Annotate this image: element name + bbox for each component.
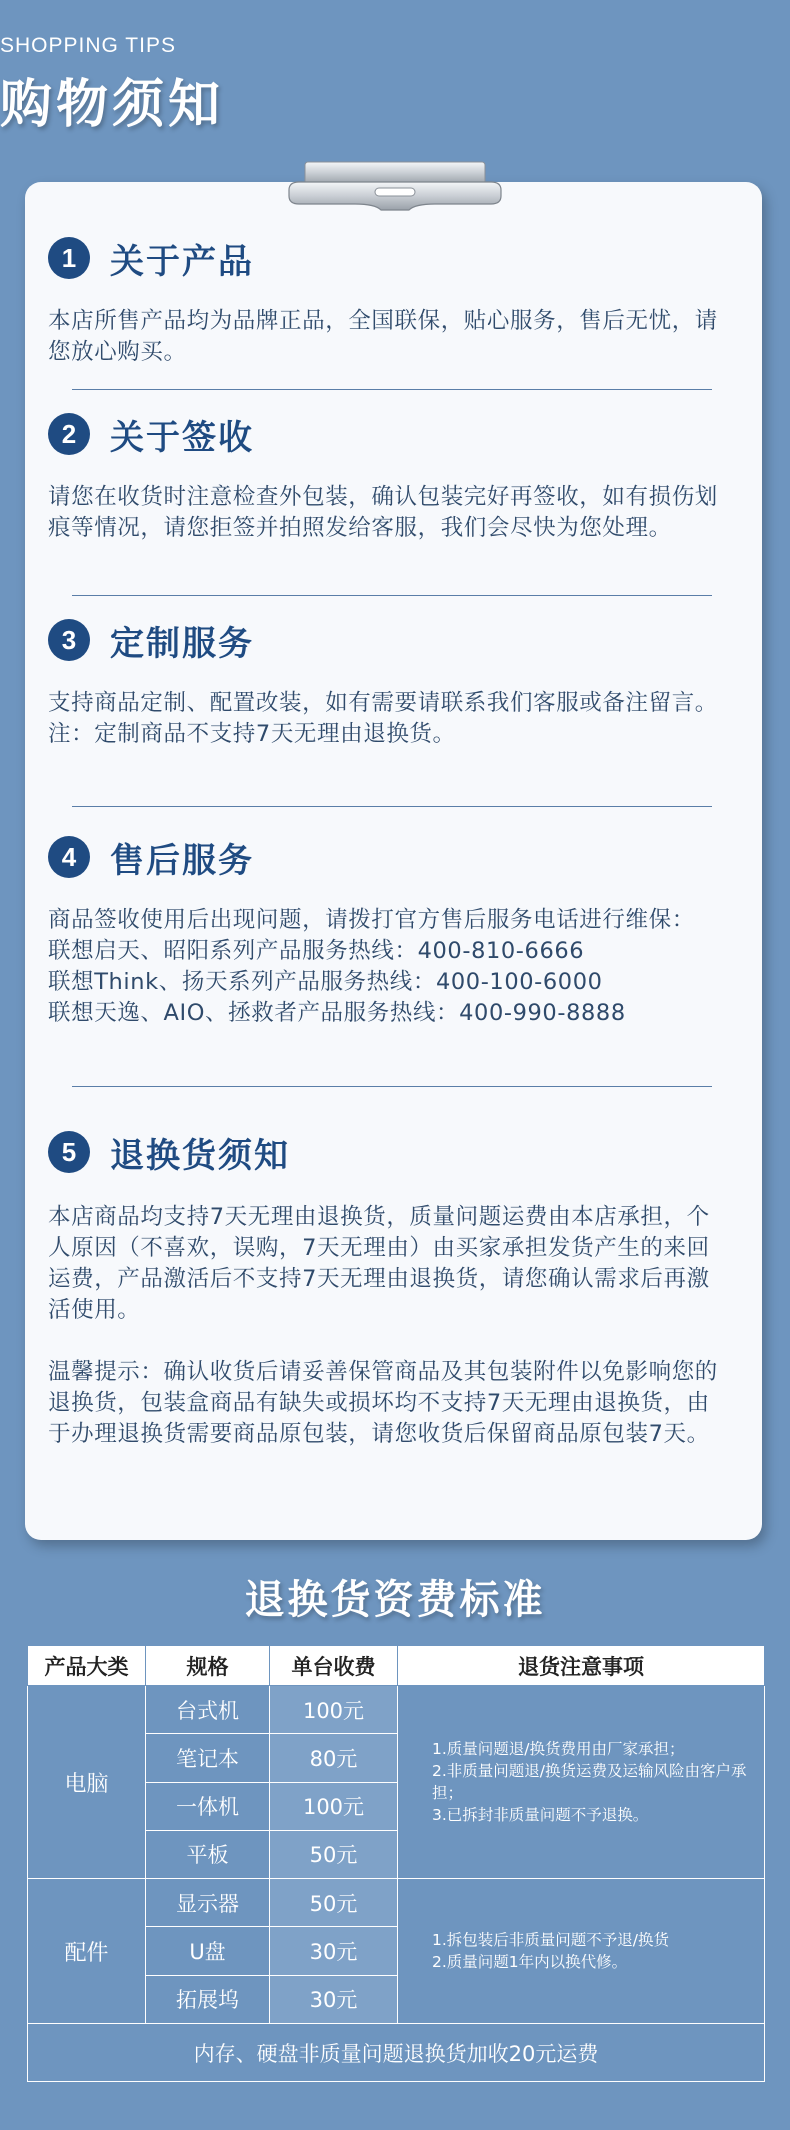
spec-cell: 平板	[146, 1830, 270, 1878]
fee-cell: 50元	[270, 1879, 398, 1927]
section-title: 定制服务	[110, 623, 254, 664]
clipboard-clip-icon	[285, 160, 505, 212]
fee-cell: 50元	[270, 1830, 398, 1878]
fee-table	[27, 1645, 765, 2082]
spec-cell: 笔记本	[146, 1734, 270, 1782]
section-returns	[48, 1128, 728, 1450]
section-number: 3	[48, 619, 90, 661]
fee-cell: 30元	[270, 1927, 398, 1975]
fee-cell: 30元	[270, 1975, 398, 2023]
section-title: 关于签收	[110, 417, 254, 458]
section-note: 注：定制商品不支持7天无理由退换货。	[48, 721, 456, 747]
note-line: 3.已拆封非质量问题不予退换。	[432, 1806, 649, 1825]
section-text: 商品签收使用后出现问题，请拨打官方售后服务电话进行维保：	[48, 907, 695, 933]
notes-cell	[398, 1686, 765, 1879]
hotline-text: 联想Think、扬天系列产品服务热线：400-100-6000	[48, 969, 603, 995]
table-header-row	[28, 1646, 765, 1686]
fee-title: 退换货资费标准	[244, 1577, 546, 1623]
note-line: 1.拆包装后非质量问题不予退/换货	[432, 1931, 670, 1950]
header-spec: 规格	[146, 1646, 270, 1686]
section-title: 退换货须知	[110, 1135, 290, 1176]
header-subtitle: SHOPPING TIPS	[0, 34, 176, 57]
section-text: 请您在收货时注意检查外包装，确认包装完好再签收，如有损伤划痕等情况，请您拒签并拍照发给客服，我们会尽快为您处理。	[48, 484, 718, 541]
fee-cell: 80元	[270, 1734, 398, 1782]
fee-cell: 100元	[270, 1686, 398, 1734]
footer-note: 内存、硬盘非质量问题退换货加收20元运费	[28, 2024, 765, 2082]
spec-cell: U盘	[146, 1927, 270, 1975]
header-category: 产品大类	[28, 1646, 146, 1686]
divider	[72, 389, 712, 390]
category-cell: 配件	[28, 1879, 146, 2024]
fee-cell: 100元	[270, 1782, 398, 1830]
section-signing	[48, 410, 728, 544]
note-line: 2.质量问题1年内以换代修。	[432, 1953, 628, 1972]
section-number: 2	[48, 413, 90, 455]
reminder-text: 温馨提示：确认收货后请妥善保管商品及其包装附件以免影响您的退换货，包装盒商品有缺失或损坏均不支持7天无理由退换货，由于办理退换货需要商品原包装，请您收货后保留商品原包装7天。	[48, 1359, 718, 1447]
section-number: 5	[48, 1131, 90, 1173]
table-footer-row	[28, 2024, 765, 2082]
section-title: 售后服务	[110, 840, 254, 881]
section-text: 本店商品均支持7天无理由退换货，质量问题运费由本店承担，个人原因（不喜欢，误购，7天无理由）由买家承担发货产生的来回运费，产品激活后不支持7天无理由退换货，请您确认需求后再激活使用。	[48, 1204, 710, 1323]
section-text: 支持商品定制、配置改装，如有需要请联系我们客服或备注留言。	[48, 690, 718, 716]
section-aftersales	[48, 833, 728, 1029]
spec-cell: 一体机	[146, 1782, 270, 1830]
category-cell: 电脑	[28, 1686, 146, 1879]
spec-cell: 显示器	[146, 1879, 270, 1927]
section-text: 本店所售产品均为品牌正品，全国联保，贴心服务，售后无忧，请您放心购买。	[48, 308, 718, 365]
section-title: 关于产品	[110, 241, 254, 282]
table-row	[28, 1879, 765, 1927]
table-row	[28, 1686, 765, 1734]
note-line: 1.质量问题退/换货费用由厂家承担；	[432, 1740, 685, 1759]
header-fee: 单台收费	[270, 1646, 398, 1686]
notes-cell	[398, 1879, 765, 2024]
divider	[72, 806, 712, 807]
section-number: 1	[48, 237, 90, 279]
page-title: 购物须知	[0, 75, 225, 135]
note-line: 2.非质量问题退/换货运费及运输风险由客户承担；	[432, 1762, 747, 1803]
hotline-text: 联想启天、昭阳系列产品服务热线：400-810-6666	[48, 938, 585, 964]
divider	[72, 595, 712, 596]
spec-cell: 拓展坞	[146, 1975, 270, 2023]
divider	[72, 1086, 712, 1087]
section-custom	[48, 616, 728, 750]
spec-cell: 台式机	[146, 1686, 270, 1734]
header-notes: 退货注意事项	[398, 1646, 765, 1686]
section-number: 4	[48, 836, 90, 878]
section-product	[48, 234, 728, 368]
hotline-text: 联想天逸、AIO、拯救者产品服务热线：400-990-8888	[48, 1000, 626, 1026]
